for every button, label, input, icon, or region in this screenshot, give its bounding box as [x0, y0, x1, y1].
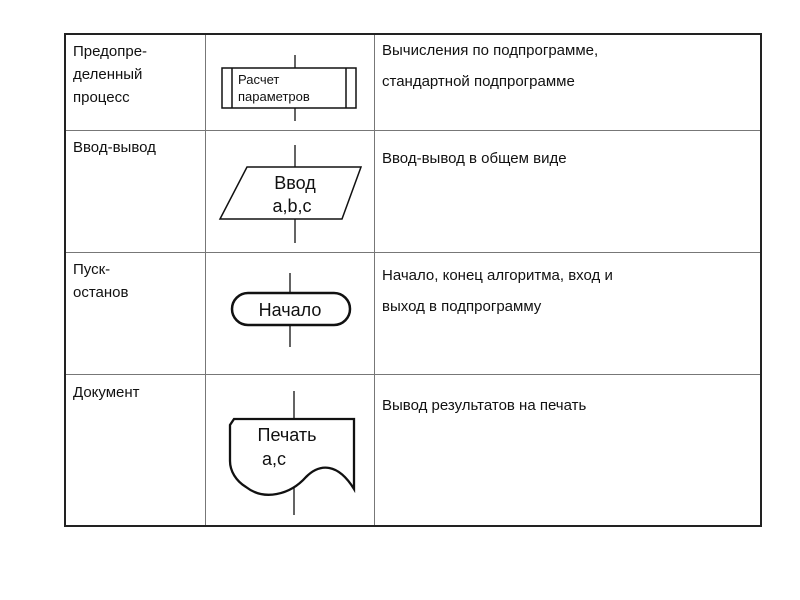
symbol-text-line: a,b,c — [272, 196, 312, 216]
row-name-start-stop: Пуск- останов — [73, 261, 129, 301]
row-name-predefined-process: Предопре- деленный процесс — [73, 43, 148, 106]
symbol-text-line: a,c — [261, 449, 287, 469]
symbol-text-line: Расчет — [238, 72, 280, 87]
column-divider — [374, 35, 375, 525]
row-description-document: Вывод результатов на печать — [382, 397, 587, 414]
row-name-input-output: Ввод-вывод — [73, 139, 156, 156]
symbol-text-line: Ввод — [274, 173, 316, 193]
terminator-symbol — [226, 273, 356, 349]
row-divider — [66, 252, 760, 253]
row-divider — [66, 374, 760, 375]
input-output-symbol — [216, 145, 366, 245]
row-divider — [66, 130, 760, 131]
symbol-text-line: Начало — [258, 300, 322, 320]
flowchart-symbols-table — [64, 33, 762, 527]
row-description-predefined-process: Вычисления по подпрограмме, стандартной подпрограмме — [382, 42, 599, 90]
row-description-input-output: Ввод-вывод в общем виде — [382, 150, 567, 167]
row-description-start-stop: Начало, конец алгоритма, вход и выход в подпрограмму — [382, 267, 613, 315]
row-name-document: Документ — [73, 384, 140, 401]
document-symbol — [216, 391, 356, 521]
column-divider — [205, 35, 206, 525]
predefined-process-symbol — [211, 55, 351, 121]
symbol-text-line: Печать — [257, 425, 317, 445]
symbol-text-line: параметров — [238, 89, 310, 104]
